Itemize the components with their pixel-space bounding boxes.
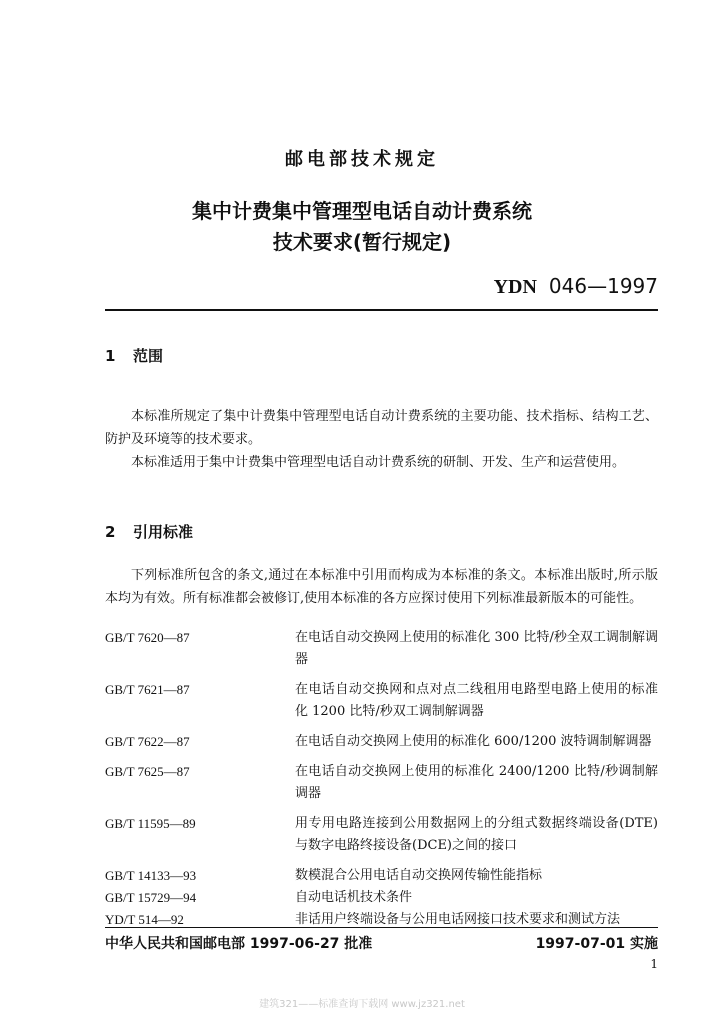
reference-code: GB/T 15729—94 xyxy=(105,890,197,905)
page-number: 1 xyxy=(650,957,658,971)
section-body-references xyxy=(105,564,658,610)
reference-title: 自动电话机技术条件 xyxy=(295,890,413,905)
reference-code: GB/T 7625—87 xyxy=(105,764,190,779)
reference-item xyxy=(105,865,658,887)
reference-item xyxy=(105,887,658,909)
reference-title: 在电话自动交换网和点对点二线租用电路型电路上使用的标准化 1200 比特/秒双工调制解调器 xyxy=(295,682,658,719)
reference-item xyxy=(105,761,658,805)
implementation-date: 1997-07-01 实施 xyxy=(535,936,658,952)
reference-title: 用专用电路连接到公用数据网上的分组式数据终端设备(DTE)与数字电路终接设备(DCE)之间的接口 xyxy=(295,816,658,853)
approval-line: 中华人民共和国邮电部 1997-06-27 批准 xyxy=(105,936,373,952)
standard-code-number: 046—1997 xyxy=(548,274,658,298)
reference-code: GB/T 14133—93 xyxy=(105,868,197,883)
reference-title: 在电话自动交换网上使用的标准化 300 比特/秒全双工调制解调器 xyxy=(295,630,658,667)
reference-code: GB/T 11595—89 xyxy=(105,816,196,831)
reference-title: 非话用户终端设备与公用电话网接口技术要求和测试方法 xyxy=(295,912,621,927)
document-title-line1: 集中计费集中管理型电话自动计费系统 xyxy=(192,199,532,223)
header-divider xyxy=(105,309,658,311)
reference-title: 数模混合公用电话自动交换网传输性能指标 xyxy=(295,868,543,883)
reference-item xyxy=(105,813,658,857)
document-title-line2: 技术要求(暂行规定) xyxy=(272,230,452,254)
standard-code xyxy=(494,274,658,299)
section-heading-references xyxy=(105,521,193,542)
issuing-body: 邮电部技术规定 xyxy=(285,149,439,170)
section-title: 引用标准 xyxy=(133,523,194,541)
footer-divider xyxy=(105,927,658,928)
standard-code-prefix: YDN xyxy=(493,276,537,298)
reference-code: GB/T 7620—87 xyxy=(105,630,190,645)
section-heading-scope xyxy=(105,345,163,366)
section-body-scope xyxy=(105,405,658,474)
reference-title: 在电话自动交换网上使用的标准化 2400/1200 比特/秒调制解调器 xyxy=(295,764,658,801)
reference-title: 在电话自动交换网上使用的标准化 600/1200 波特调制解调器 xyxy=(295,734,652,749)
reference-code: GB/T 7622—87 xyxy=(105,734,190,749)
section-number: 2 xyxy=(105,523,116,541)
paragraph: 本标准适用于集中计费集中管理型电话自动计费系统的研制、开发、生产和运营使用。 xyxy=(131,455,626,470)
reference-item xyxy=(105,679,658,723)
reference-item xyxy=(105,731,658,753)
section-number: 1 xyxy=(105,347,116,365)
reference-item xyxy=(105,627,658,671)
paragraph: 本标准所规定了集中计费集中管理型电话自动计费系统的主要功能、技术指标、结构工艺、防护及环境等的技术要求。 xyxy=(105,409,658,447)
paragraph: 下列标准所包含的条文,通过在本标准中引用而构成为本标准的条文。本标准出版时,所示版本均为有效。所有标准都会被修订,使用本标准的各方应探讨使用下列标准最新版本的可能性。 xyxy=(105,568,658,606)
reference-list xyxy=(105,627,658,931)
watermark: 建筑321——标准查询下载网 www.jz321.net xyxy=(259,999,465,1010)
reference-code: GB/T 7621—87 xyxy=(105,682,190,697)
section-title: 范围 xyxy=(133,347,164,365)
reference-code: YD/T 514—92 xyxy=(105,912,184,927)
